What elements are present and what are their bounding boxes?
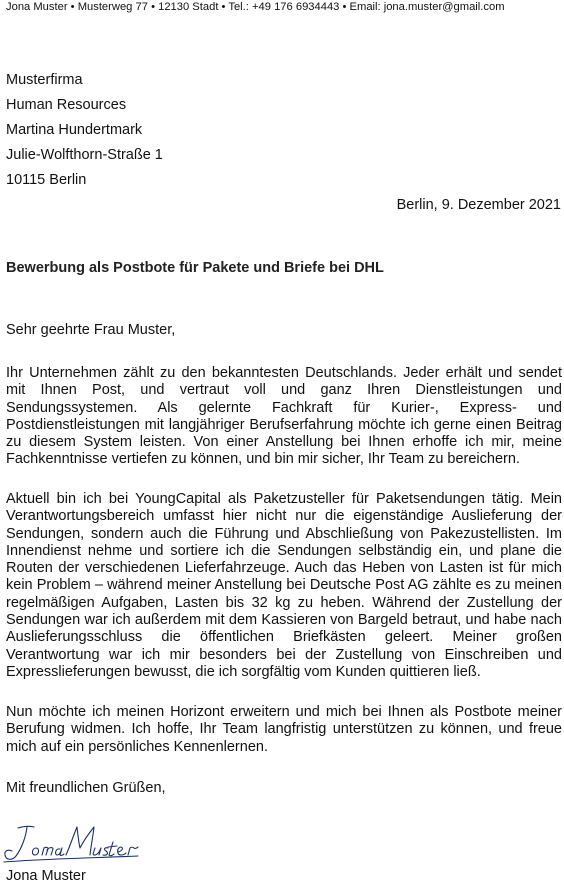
body-paragraph-1: Ihr Unternehmen zählt zu den bekanntesten Deutschlands. Jeder erhält und sendet mit Ihnen Post, und vertraut voll und ganz Ihren Dienstleistungen und Sendungssystemen. Als gelernte Fachkraft für Kurier-, Express- und Postdienstleistungen mit langjähriger Berufserfahrung möchte ich gerne einen Beitrag zu diesem System leisten. Von einer Anstellung bei Ihnen erhoffe ich mir, meine Fachkenntnisse vertiefen zu können, und bin mir sicher, Ihr Team zu bereichern. [6, 365, 562, 468]
recipient-city: 10115 Berlin [6, 172, 87, 188]
recipient-street: Julie-Wolfthorn-Straße 1 [6, 147, 163, 163]
signer-name: Jona Muster [6, 868, 86, 884]
handwritten-signature [0, 818, 150, 866]
recipient-company: Musterfirma [6, 72, 83, 88]
recipient-department: Human Resources [6, 97, 127, 113]
letter-subject: Bewerbung als Postbote für Pakete und Briefe bei DHL [6, 260, 384, 276]
body-paragraph-3: Nun möchte ich meinen Horizont erweitern und mich bei Ihnen als Postbote meiner Berufung widmen. Ich hoffe, Ihr Team langfristig unterstützen zu können, und freue mich auf ein persönliches Kennenlernen. [6, 704, 562, 755]
salutation: Sehr geehrte Frau Muster, [6, 322, 176, 338]
closing-phrase: Mit freundlichen Grüßen, [6, 780, 166, 796]
recipient-contact-name: Martina Hundertmark [6, 122, 143, 138]
letter-date: Berlin, 9. Dezember 2021 [396, 197, 561, 213]
recipient-address [6, 68, 163, 193]
body-paragraph-2: Aktuell bin ich bei YoungCapital als Paketzusteller für Paketsendungen tätig. Mein Verantwortungsbereich umfasst hier nicht nur die eigenständige Auslieferung der Sendungen, sondern auch die Führung und Abschließung von Pakezustellisten. Im Innendienst nehme und sortiere ich die Sendungen selbständig ein, und plane die Routen der verschiedenen Lieferfahrzeuge. Auch das Heben von Lasten ist für mich kein Problem – während meiner Anstellung bei Deutsche Post AG zählte es zu meinen regelmäßigen Aufgaben, Lasten bis 32 kg zu heben. Während der Zustellung der Sendungen war ich außerdem mit dem Kassieren von Bargeld betraut, und habe nach Auslieferungsschluss die öffentlichen Briefkästen geleert. Meiner großen Verantwortung war ich mir besonders bei der Zustellung von Einschreiben und Expresslieferungen bewusst, die ich sorgfältig vom Kunden quittieren ließ. [6, 491, 562, 680]
sender-address-line: Jona Muster • Musterweg 77 • 12130 Stadt • Tel.: +49 176 6934443 • Email: jona.muster@gmail.com [6, 1, 505, 13]
